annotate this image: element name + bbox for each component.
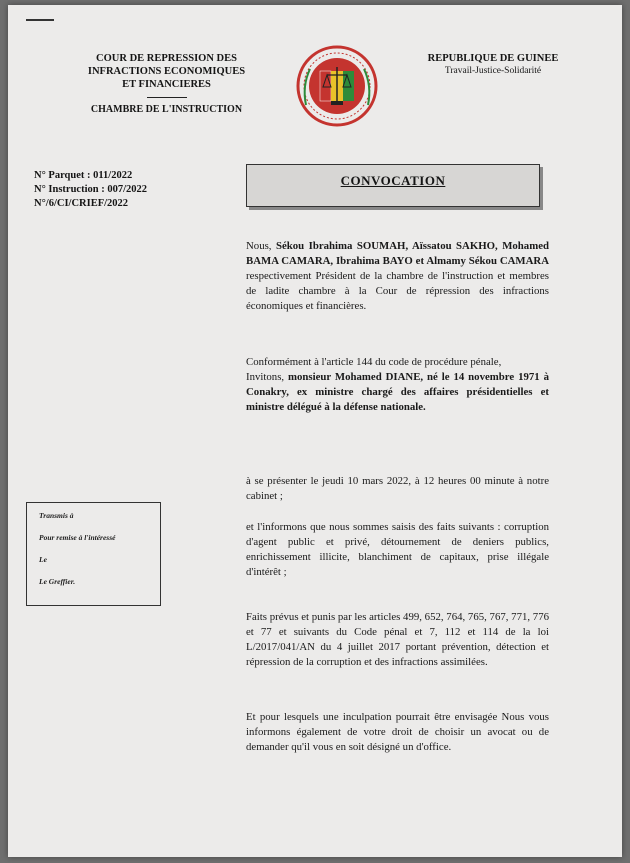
chamber-name: CHAMBRE DE L'INSTRUCTION xyxy=(90,104,243,115)
paragraph-invitation xyxy=(246,355,549,415)
paragraph-judges xyxy=(246,239,549,314)
charges-text: et l'informons que nous sommes saisis des faits suivants : corruption d'agent public et privé, détournement de deniers publics, enrichissement illicite, blanchiment de capitaux, prise illégale d'intérêt ; xyxy=(246,521,549,578)
invitee-details: monsieur Mohamed DIANE, né le 14 novembre 1971 à Conakry, ex ministre chargé des affaires présidentielles et ministre délégué à la défense nationale. xyxy=(246,371,549,413)
instruction-number: N° Instruction : 007/2022 xyxy=(34,184,147,195)
court-header xyxy=(64,52,269,116)
clerk-label: Le Greffier. xyxy=(39,577,76,586)
court-name-line3: ET FINANCIERES xyxy=(122,79,211,90)
paragraph-rights xyxy=(246,710,549,755)
republic-header xyxy=(418,52,568,77)
court-name-line1: COUR DE REPRESSION DES xyxy=(96,53,237,64)
transmit-to: Transmis à xyxy=(39,511,74,520)
judges-names: Sékou Ibrahima SOUMAH, Aïssatou SAKHO, Mohamed BAMA CAMARA, Ibrahima BAYO et Almamy Sékou CAMARA xyxy=(246,240,549,267)
header-divider xyxy=(147,97,187,98)
document-title: CONVOCATION xyxy=(340,173,446,188)
convocation-number: N°/6/CI/CRIEF/2022 xyxy=(34,198,129,209)
paragraph-charges xyxy=(246,520,549,580)
republic-motto: Travail-Justice-Solidarité xyxy=(444,66,542,76)
invite-verb: Invitons, xyxy=(246,371,289,383)
document-page xyxy=(8,5,622,857)
judges-role: respectivement Président de la chambre de l'instruction et membres de ladite chambre à la Cour de répression des infractions économiques et financières. xyxy=(246,270,549,312)
title-box xyxy=(246,164,540,207)
legal-basis: Conformément à l'article 144 du code de procédure pénale, xyxy=(246,356,502,368)
transmit-date: Le xyxy=(39,555,47,564)
court-name-line2: INFRACTIONS ECONOMIQUES xyxy=(87,66,246,77)
court-seal-icon xyxy=(296,45,378,127)
appointment-text: à se présenter le jeudi 10 mars 2022, à 12 heures 00 minute à notre cabinet ; xyxy=(246,475,549,502)
legal-texts: Faits prévus et punis par les articles 499, 652, 764, 765, 767, 771, 776 et 77 et suivants du Code pénal et 7, 112 et 114 de la loi L/2017/041/AN du 4 juillet 2017 portant prévention, détection et répression de la corruption et des infractions assimilées. xyxy=(246,611,549,668)
paragraph-legal-texts xyxy=(246,610,549,670)
rights-text: Et pour lesquels une inculpation pourrait être envisagée Nous vous informons également de votre droit de choisir un avocat ou de demander qu'il vous en soit désigné un d'office. xyxy=(246,711,549,753)
judges-intro: Nous, xyxy=(246,240,276,252)
transmission-box xyxy=(26,502,161,606)
paragraph-appointment xyxy=(246,474,549,504)
transmit-purpose: Pour remise à l'intéressé xyxy=(39,533,116,542)
parquet-number: N° Parquet : 011/2022 xyxy=(34,170,133,181)
pen-mark xyxy=(26,19,54,21)
republic-name: REPUBLIQUE DE GUINEE xyxy=(427,53,559,64)
case-references xyxy=(34,169,147,211)
